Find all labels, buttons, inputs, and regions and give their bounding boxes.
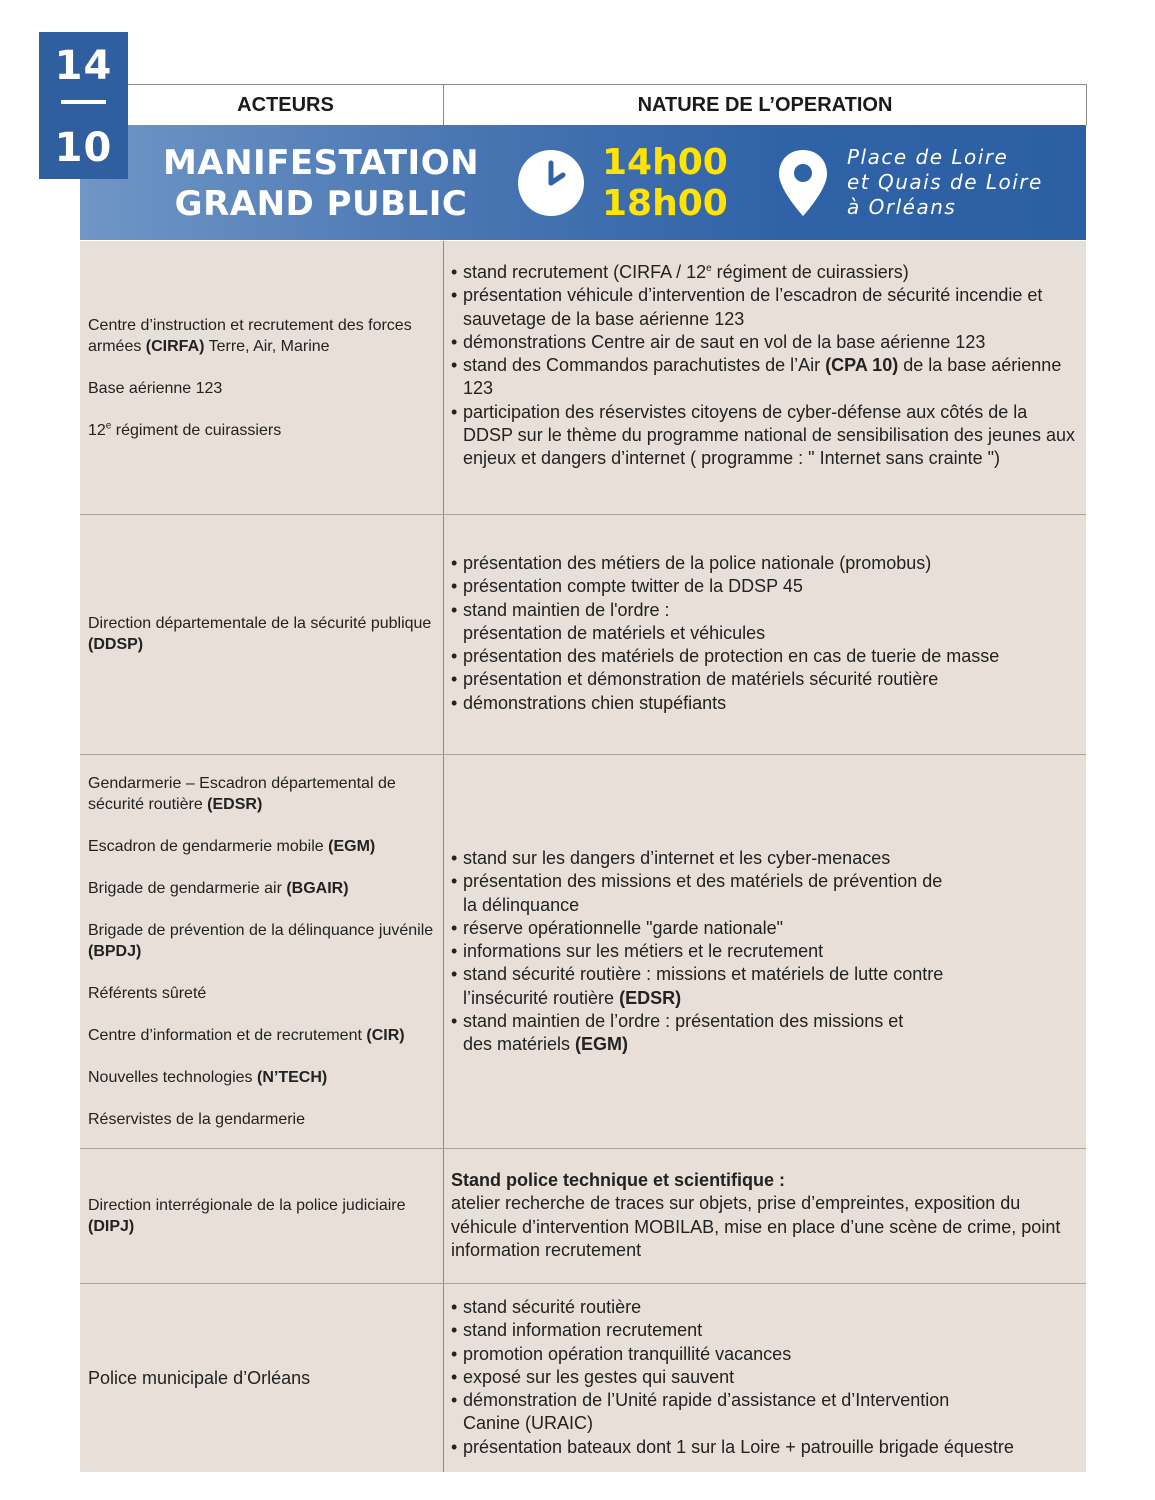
actors-cell [88, 315, 438, 441]
column-divider [443, 515, 444, 754]
time-end: 18h00 [602, 183, 728, 224]
ops-description: atelier recherche de traces sur objets, prise d’empreintes, exposition du véhicule d’intervention MOBILAB, mise en place d’une scène de crime, point information recrutement [451, 1193, 1061, 1260]
column-divider [443, 755, 444, 1148]
date-badge [39, 32, 128, 179]
event-title-line1: MANIFESTATION [162, 143, 480, 183]
event-place [847, 145, 1043, 220]
table-row [80, 515, 1086, 755]
table-header [128, 84, 1087, 125]
event-title-line2: GRAND PUBLIC [174, 184, 468, 224]
place-line1: Place de Loire [847, 145, 1009, 169]
column-divider [443, 1149, 444, 1283]
list-item: • stand sur les dangers d’internet et les cyber-menaces [451, 847, 1079, 870]
actor-item: Gendarmerie – Escadron départemental de sécurité routière (EDSR) [88, 775, 396, 813]
place-line2: et Quais de Loire [847, 170, 1043, 194]
actor-item: Centre d’information et de recrutement (CIR) [88, 1027, 405, 1044]
table-row [80, 1149, 1086, 1284]
list-item: • présentation et démonstration de matériels sécurité routière [451, 668, 1079, 691]
date-month: 10 [54, 125, 113, 171]
list-item: • réserve opérationnelle "garde nationale" [451, 917, 1079, 940]
location-pin-icon [777, 148, 829, 218]
list-item: • présentation compte twitter de la DDSP 45 [451, 575, 1079, 598]
event-banner [80, 125, 1086, 240]
actor-item: 12e régiment de cuirassiers [88, 420, 282, 439]
actor-item: Direction interrégionale de la police judiciaire (DIPJ) [88, 1197, 406, 1235]
clock-icon [516, 148, 586, 218]
actors-cell [88, 1367, 438, 1390]
actor-item: Brigade de gendarmerie air (BGAIR) [88, 880, 349, 897]
list-item: • informations sur les métiers et le recrutement [451, 940, 1079, 963]
date-divider [61, 100, 106, 104]
list-item: • présentation bateaux dont 1 sur la Loire + patrouille brigade équestre [451, 1436, 1079, 1459]
column-divider [443, 241, 444, 514]
list-item: • stand maintien de l’ordre : présentation des missions et des matériels (EGM) [451, 1010, 1079, 1057]
list-item: • démonstrations chien stupéfiants [451, 692, 1079, 715]
list-item: • stand sécurité routière [451, 1296, 1079, 1319]
list-item: • présentation des métiers de la police nationale (promobus) [451, 552, 1079, 575]
list-item: • promotion opération tranquillité vacances [451, 1343, 1079, 1366]
time-start: 14h00 [602, 142, 728, 183]
list-item: • stand recrutement (CIRFA / 12e régiment de cuirassiers) [451, 261, 1079, 284]
actor-item: Nouvelles technologies (N’TECH) [88, 1069, 328, 1086]
list-item: • stand maintien de l'ordre : présentation de matériels et véhicules [451, 599, 1079, 646]
list-item: • exposé sur les gestes qui sauvent [451, 1366, 1079, 1389]
actors-cell [88, 773, 438, 1130]
place-line3: à Orléans [847, 195, 957, 219]
list-item: • présentation des missions et des matériels de prévention de la délinquance [451, 870, 1079, 917]
list-item: • démonstrations Centre air de saut en vol de la base aérienne 123 [451, 331, 1079, 354]
table-row [80, 1284, 1086, 1472]
actor-item: Brigade de prévention de la délinquance juvénile (BPDJ) [88, 922, 434, 960]
actor-item: Police municipale d’Orléans [88, 1368, 311, 1388]
actor-item: Base aérienne 123 [88, 380, 223, 397]
actor-item: Direction départementale de la sécurité publique (DDSP) [88, 615, 432, 653]
actor-item: Réservistes de la gendarmerie [88, 1111, 305, 1128]
list-item: • participation des réservistes citoyens de cyber-défense aux côtés de la DDSP sur le thème du programme national de sensibilisation des jeunes aux enjeux et dangers d’internet ( programme : " Internet sans crainte ") [451, 401, 1079, 471]
header-actors: ACTEURS [128, 85, 444, 125]
actors-cell [88, 613, 438, 655]
event-title [156, 143, 486, 225]
event-time [602, 142, 728, 224]
actor-item: Référents sûreté [88, 985, 207, 1002]
operations-cell [451, 552, 1079, 715]
operations-cell [451, 1169, 1079, 1262]
ops-heading: Stand police technique et scientifique : [451, 1170, 786, 1190]
table-row [80, 755, 1086, 1149]
list-item: • stand sécurité routière : missions et matériels de lutte contre l’insécurité routière (EDSR) [451, 963, 1079, 1010]
list-item: • stand des Commandos parachutistes de l’Air (CPA 10) de la base aérienne 123 [451, 354, 1079, 401]
list-item: • démonstration de l’Unité rapide d’assistance et d’Intervention Canine (URAIC) [451, 1389, 1079, 1436]
actor-item: Centre d’instruction et recrutement des forces armées (CIRFA) Terre, Air, Marine [88, 317, 412, 355]
list-item: • présentation des matériels de protection en cas de tuerie de masse [451, 645, 1079, 668]
operations-cell [451, 847, 1079, 1057]
actor-item: Escadron de gendarmerie mobile (EGM) [88, 838, 376, 855]
date-day: 14 [54, 43, 113, 89]
list-item: • stand information recrutement [451, 1319, 1079, 1342]
list-item: • présentation véhicule d’intervention de l’escadron de sécurité incendie et sauvetage de la base aérienne 123 [451, 284, 1079, 331]
actors-cell [88, 1195, 438, 1237]
operations-cell [451, 261, 1079, 471]
column-divider [443, 1284, 444, 1472]
table-row [80, 241, 1086, 515]
operations-cell [451, 1296, 1079, 1459]
header-operation: NATURE DE L’OPERATION [637, 94, 893, 116]
